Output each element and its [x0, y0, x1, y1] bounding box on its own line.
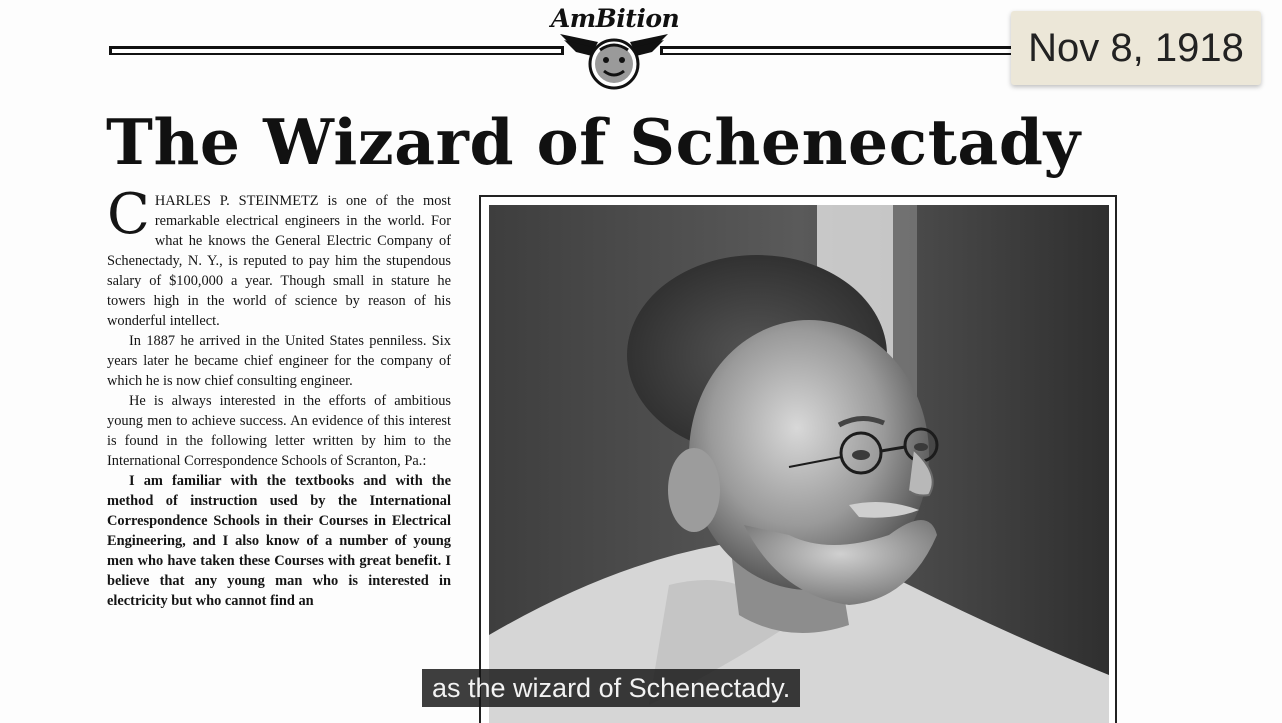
article-paragraph — [107, 191, 451, 331]
masthead-rule-left — [109, 46, 564, 55]
masthead-title: AmBition — [550, 4, 680, 33]
article-paragraph: I am familiar with the textbooks and with the method of instruction used by the International Correspondence Schools in their Courses in Electrical Engineering, and I also know of a number of young men who have taken these Courses with great benefit. I believe that any young man who is interested in electricity but who cannot find an — [107, 473, 451, 609]
paragraph-text: HARLES P. STEINMETZ is one of the most remarkable electrical engineers in the world. For what he knows the General Electric Company of Schenectady, N. Y., is reputed to pay him the stupendous salary of $100,000 a year. Though small in stature he towers high in the world of science by reason of his wonderful intellect. — [107, 193, 451, 329]
article-headline: The Wizard of Schenectady — [106, 105, 1081, 179]
portrait-image — [489, 205, 1109, 723]
date-badge: Nov 8, 1918 — [1011, 11, 1261, 85]
drop-cap: C — [107, 191, 150, 247]
winged-head-emblem-icon — [554, 28, 674, 94]
article-paragraph: In 1887 he arrived in the United States penniless. Six years later he became chief engineer for the company of which he is now chief consulting engineer. — [107, 333, 451, 389]
masthead-logo — [540, 4, 690, 94]
photo-frame — [479, 195, 1117, 723]
masthead-rule-right — [660, 46, 1020, 55]
article-paragraph: He is always interested in the efforts of ambitious young men to achieve success. An evidence of this interest is found in the following letter written by him to the International Correspondence Schools of Scranton, Pa.: — [107, 393, 451, 469]
portrait-photograph — [489, 205, 1109, 723]
article-body — [107, 191, 451, 723]
subtitle-caption: as the wizard of Schenectady. — [422, 669, 800, 707]
